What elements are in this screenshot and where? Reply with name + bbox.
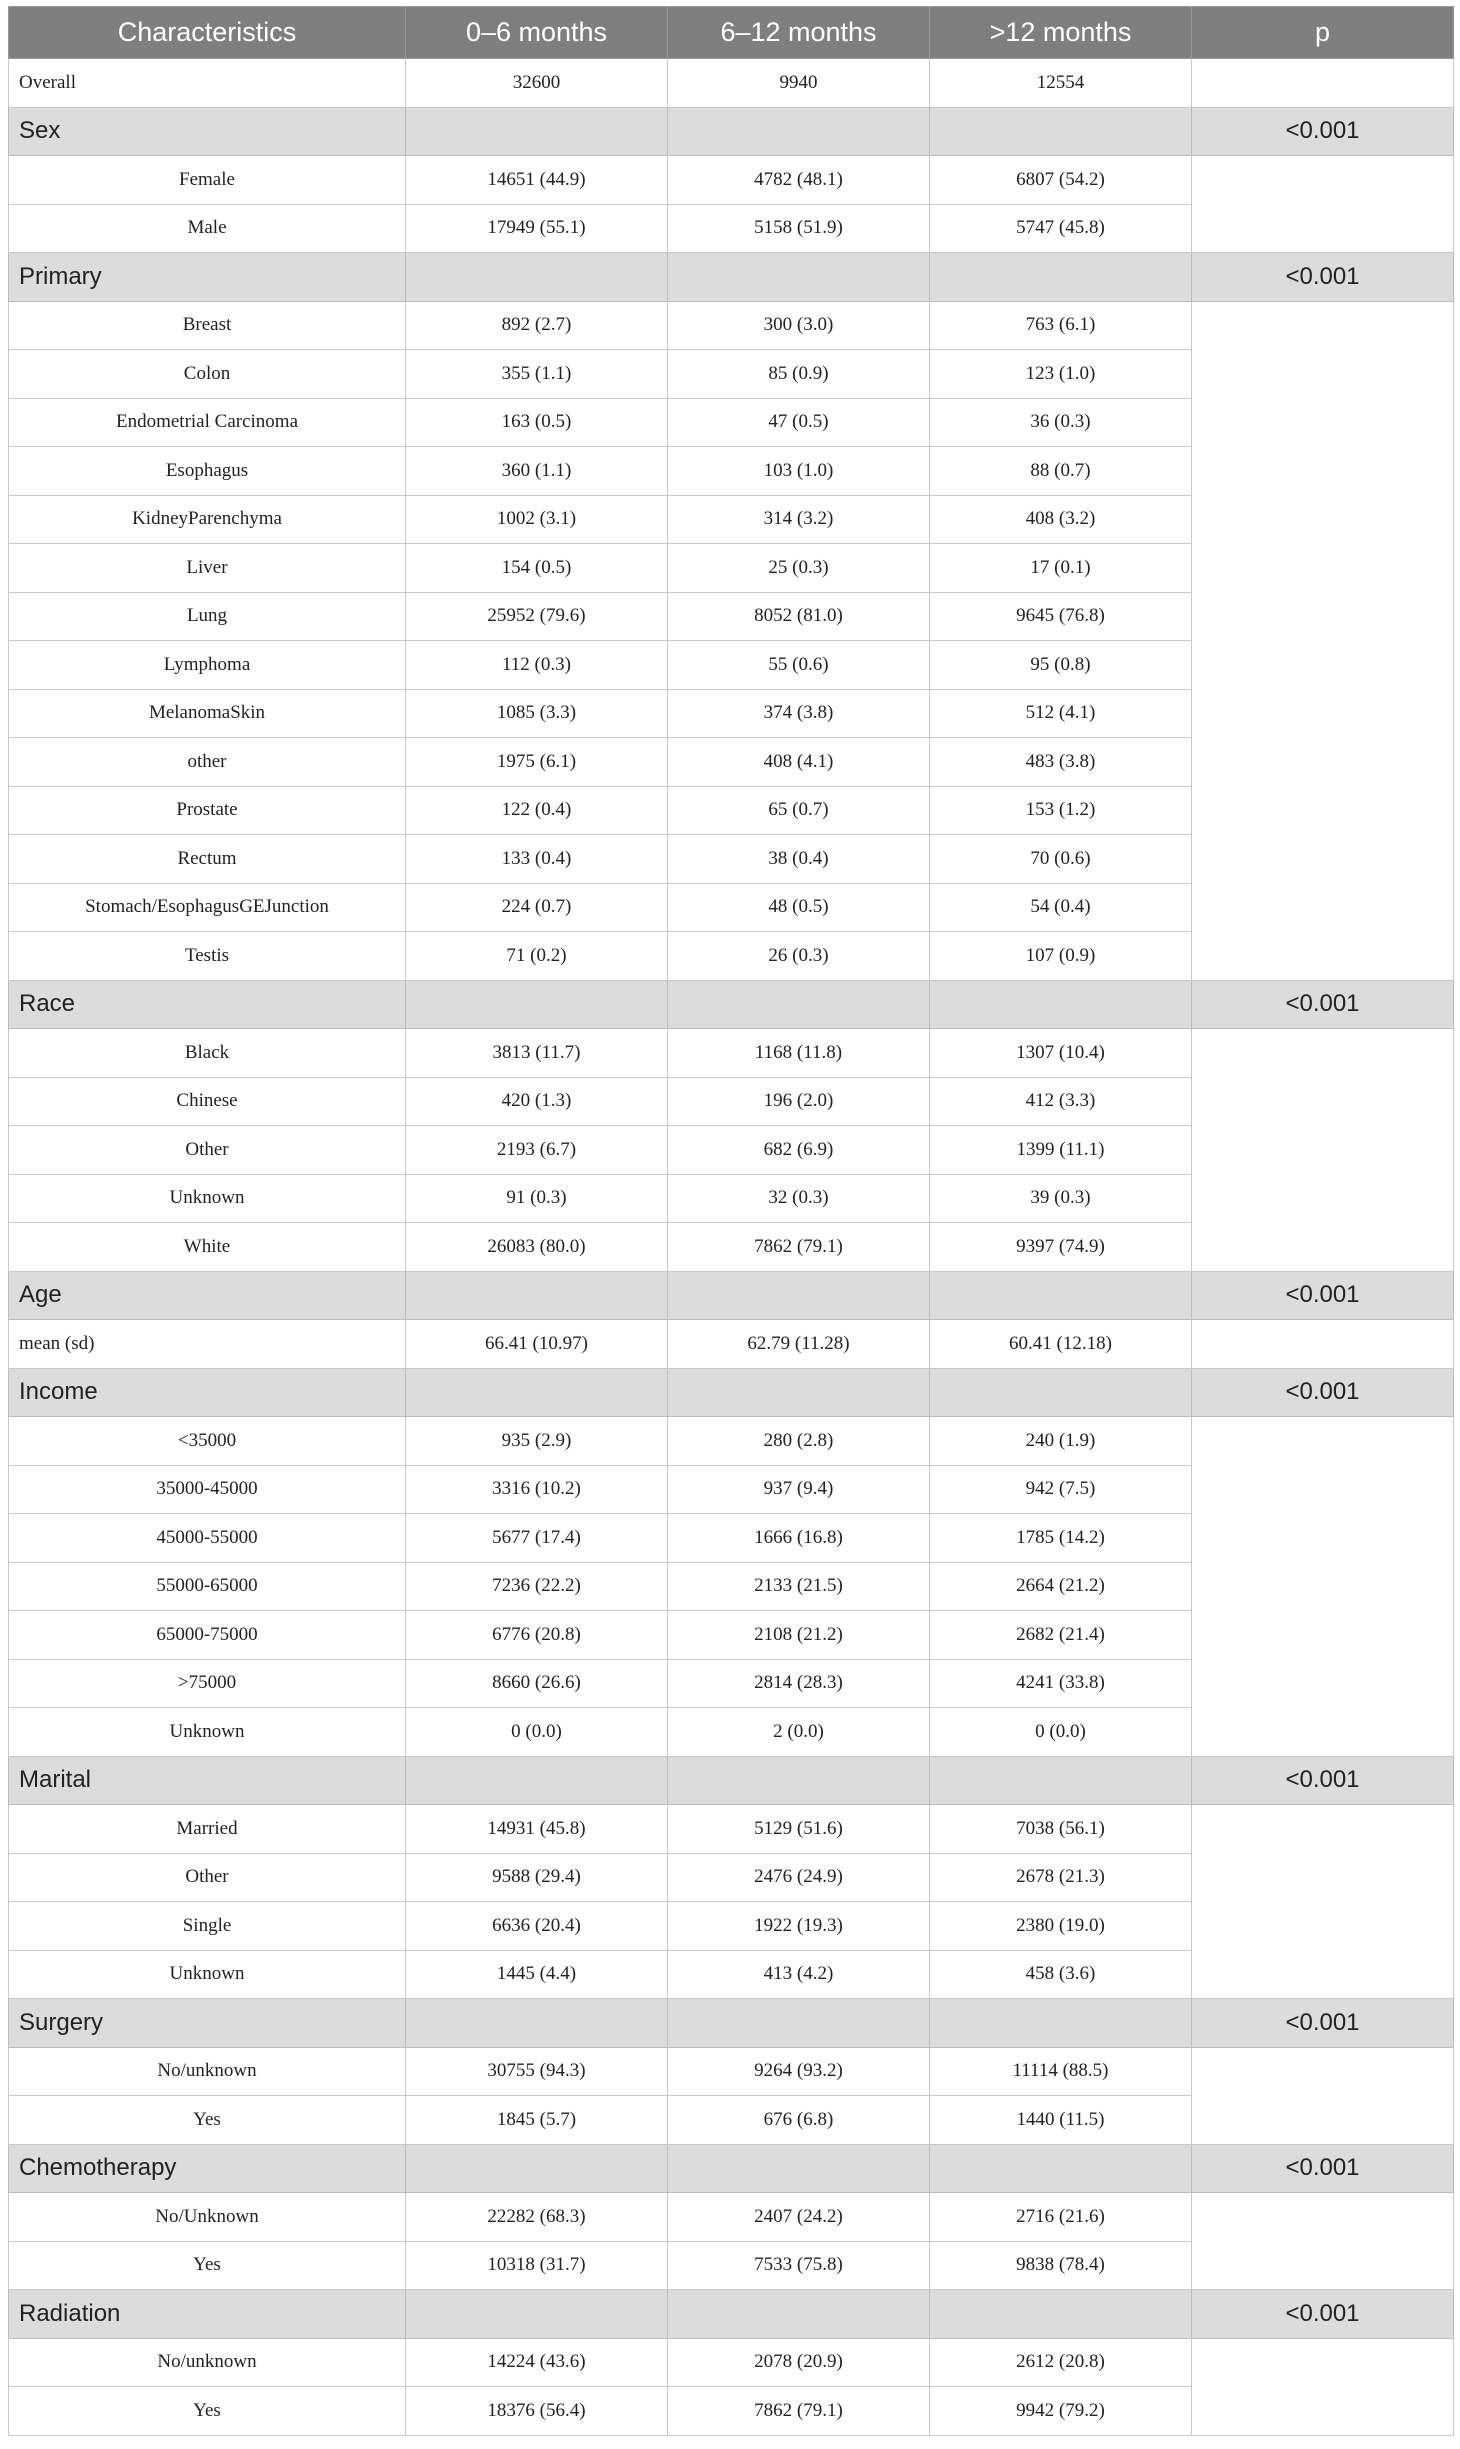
row-value: 0 (0.0) [406,1708,668,1757]
row-label: Esophagus [9,447,406,496]
row-value: 8052 (81.0) [668,592,930,641]
row-value: 7862 (79.1) [668,1223,930,1272]
row-value: 413 (4.2) [668,1950,930,1999]
row-label: Lymphoma [9,641,406,690]
group-p-value: <0.001 [1192,2290,1454,2339]
row-value: 2716 (21.6) [930,2193,1192,2242]
row-label: >75000 [9,1659,406,1708]
group-empty-cell [668,1271,930,1320]
group-empty-cell [406,980,668,1029]
row-value: 9942 (79.2) [930,2387,1192,2436]
row-value: 66.41 (10.97) [406,1320,668,1369]
table-row [9,2338,1454,2387]
row-value: 9838 (78.4) [930,2241,1192,2290]
row-p-empty [1192,2338,1454,2435]
row-label: 45000-55000 [9,1514,406,1563]
row-label: mean (sd) [9,1320,406,1369]
row-label: Female [9,156,406,205]
row-value: 1399 (11.1) [930,1126,1192,1175]
row-value: 6807 (54.2) [930,156,1192,205]
row-label: No/Unknown [9,2193,406,2242]
row-value: 512 (4.1) [930,689,1192,738]
row-label: Unknown [9,1950,406,1999]
row-value: 55 (0.6) [668,641,930,690]
row-value: 355 (1.1) [406,350,668,399]
row-label: Unknown [9,1708,406,1757]
group-empty-cell [406,1756,668,1805]
row-value: 2612 (20.8) [930,2338,1192,2387]
row-value: 9264 (93.2) [668,2047,930,2096]
row-value: 6776 (20.8) [406,1611,668,1660]
row-value: 103 (1.0) [668,447,930,496]
row-value: 8660 (26.6) [406,1659,668,1708]
overall-value: 32600 [406,59,668,108]
row-value: 2380 (19.0) [930,1902,1192,1951]
group-empty-cell [930,2290,1192,2339]
row-label: White [9,1223,406,1272]
group-name: Radiation [9,2290,406,2339]
row-p-empty [1192,2047,1454,2144]
row-value: 2133 (21.5) [668,1562,930,1611]
row-value: 360 (1.1) [406,447,668,496]
row-value: 935 (2.9) [406,1417,668,1466]
row-value: 14224 (43.6) [406,2338,668,2387]
group-p-value: <0.001 [1192,980,1454,1029]
row-value: 374 (3.8) [668,689,930,738]
row-value: 25952 (79.6) [406,592,668,641]
table-row [9,1029,1454,1078]
row-value: 1666 (16.8) [668,1514,930,1563]
overall-value: 12554 [930,59,1192,108]
row-value: 942 (7.5) [930,1465,1192,1514]
row-value: 11114 (88.5) [930,2047,1192,2096]
group-empty-cell [668,980,930,1029]
group-row [9,980,1454,1029]
table-row [9,2193,1454,2242]
row-value: 5677 (17.4) [406,1514,668,1563]
row-label: No/unknown [9,2047,406,2096]
row-value: 2078 (20.9) [668,2338,930,2387]
characteristics-table [8,6,1454,2436]
group-empty-cell [668,253,930,302]
header-0-6-months: 0–6 months [406,7,668,59]
row-label: Liver [9,544,406,593]
row-value: 9588 (29.4) [406,1853,668,1902]
table-row [9,156,1454,205]
row-value: 154 (0.5) [406,544,668,593]
row-value: 2193 (6.7) [406,1126,668,1175]
row-value: 7038 (56.1) [930,1805,1192,1854]
row-value: 1307 (10.4) [930,1029,1192,1078]
row-label: Single [9,1902,406,1951]
overall-value: 9940 [668,59,930,108]
row-label: MelanomaSkin [9,689,406,738]
group-row [9,1999,1454,2048]
row-value: 47 (0.5) [668,398,930,447]
row-label: Endometrial Carcinoma [9,398,406,447]
row-value: 408 (3.2) [930,495,1192,544]
header-6-12-months: 6–12 months [668,7,930,59]
row-value: 107 (0.9) [930,932,1192,981]
row-value: 5747 (45.8) [930,204,1192,253]
overall-row [9,59,1454,108]
row-value: 1445 (4.4) [406,1950,668,1999]
group-name: Sex [9,107,406,156]
group-p-value: <0.001 [1192,1999,1454,2048]
row-value: 17949 (55.1) [406,204,668,253]
row-value: 2407 (24.2) [668,2193,930,2242]
row-value: 48 (0.5) [668,883,930,932]
group-empty-cell [668,2144,930,2193]
row-value: 9645 (76.8) [930,592,1192,641]
group-row [9,107,1454,156]
group-row [9,1271,1454,1320]
row-p-empty [1192,301,1454,980]
row-label: 65000-75000 [9,1611,406,1660]
group-empty-cell [668,1756,930,1805]
row-label: Other [9,1126,406,1175]
row-label: Colon [9,350,406,399]
group-empty-cell [930,1999,1192,2048]
group-name: Marital [9,1756,406,1805]
row-p-empty [1192,1320,1454,1369]
row-value: 1845 (5.7) [406,2096,668,2145]
row-value: 62.79 (11.28) [668,1320,930,1369]
row-value: 2682 (21.4) [930,1611,1192,1660]
row-value: 937 (9.4) [668,1465,930,1514]
row-value: 38 (0.4) [668,835,930,884]
row-value: 224 (0.7) [406,883,668,932]
group-name: Primary [9,253,406,302]
row-value: 26 (0.3) [668,932,930,981]
row-value: 14651 (44.9) [406,156,668,205]
row-value: 763 (6.1) [930,301,1192,350]
group-name: Age [9,1271,406,1320]
group-name: Race [9,980,406,1029]
row-value: 133 (0.4) [406,835,668,884]
row-label: Prostate [9,786,406,835]
row-value: 85 (0.9) [668,350,930,399]
row-value: 0 (0.0) [930,1708,1192,1757]
group-name: Income [9,1368,406,1417]
row-value: 39 (0.3) [930,1174,1192,1223]
row-value: 676 (6.8) [668,2096,930,2145]
header-row [9,7,1454,59]
header-over-12-months: >12 months [930,7,1192,59]
row-label: 35000-45000 [9,1465,406,1514]
row-label: Black [9,1029,406,1078]
row-value: 2108 (21.2) [668,1611,930,1660]
row-value: 4782 (48.1) [668,156,930,205]
row-p-empty [1192,1029,1454,1272]
table-body [9,59,1454,2436]
row-value: 3813 (11.7) [406,1029,668,1078]
row-value: 408 (4.1) [668,738,930,787]
row-value: 22282 (68.3) [406,2193,668,2242]
row-value: 314 (3.2) [668,495,930,544]
group-row [9,2144,1454,2193]
row-value: 5158 (51.9) [668,204,930,253]
group-empty-cell [406,2290,668,2339]
header-p: p [1192,7,1454,59]
group-empty-cell [930,1271,1192,1320]
row-value: 2678 (21.3) [930,1853,1192,1902]
row-value: 32 (0.3) [668,1174,930,1223]
row-value: 682 (6.9) [668,1126,930,1175]
row-value: 7862 (79.1) [668,2387,930,2436]
row-p-empty [1192,1417,1454,1757]
row-value: 112 (0.3) [406,641,668,690]
row-value: 18376 (56.4) [406,2387,668,2436]
table-row [9,1805,1454,1854]
row-label: No/unknown [9,2338,406,2387]
group-p-value: <0.001 [1192,1756,1454,1805]
group-row [9,253,1454,302]
header-characteristics: Characteristics [9,7,406,59]
row-p-empty [1192,2193,1454,2290]
row-value: 1002 (3.1) [406,495,668,544]
row-p-empty [1192,1805,1454,1999]
group-p-value: <0.001 [1192,2144,1454,2193]
group-p-value: <0.001 [1192,253,1454,302]
group-empty-cell [406,1271,668,1320]
row-value: 25 (0.3) [668,544,930,593]
row-value: 153 (1.2) [930,786,1192,835]
row-value: 196 (2.0) [668,1077,930,1126]
row-value: 1168 (11.8) [668,1029,930,1078]
row-value: 36 (0.3) [930,398,1192,447]
row-p-empty [1192,156,1454,253]
row-label: Stomach/EsophagusGEJunction [9,883,406,932]
row-value: 7533 (75.8) [668,2241,930,2290]
overall-p-empty [1192,59,1454,108]
row-label: Testis [9,932,406,981]
group-row [9,2290,1454,2339]
row-value: 1975 (6.1) [406,738,668,787]
row-value: 26083 (80.0) [406,1223,668,1272]
row-value: 2814 (28.3) [668,1659,930,1708]
row-label: KidneyParenchyma [9,495,406,544]
row-value: 2 (0.0) [668,1708,930,1757]
table-row [9,301,1454,350]
row-value: 483 (3.8) [930,738,1192,787]
row-value: 30755 (94.3) [406,2047,668,2096]
table-row [9,2047,1454,2096]
row-label: Married [9,1805,406,1854]
row-label: Male [9,204,406,253]
row-value: 7236 (22.2) [406,1562,668,1611]
row-value: 280 (2.8) [668,1417,930,1466]
group-empty-cell [668,1999,930,2048]
row-label: 55000-65000 [9,1562,406,1611]
row-value: 95 (0.8) [930,641,1192,690]
row-value: 412 (3.3) [930,1077,1192,1126]
group-row [9,1368,1454,1417]
group-empty-cell [406,1368,668,1417]
group-empty-cell [668,107,930,156]
table-row [9,1320,1454,1369]
row-label: Yes [9,2387,406,2436]
row-label: <35000 [9,1417,406,1466]
table-row [9,1417,1454,1466]
group-empty-cell [668,1368,930,1417]
row-value: 60.41 (12.18) [930,1320,1192,1369]
row-value: 1440 (11.5) [930,2096,1192,2145]
row-value: 1785 (14.2) [930,1514,1192,1563]
row-value: 163 (0.5) [406,398,668,447]
group-name: Surgery [9,1999,406,2048]
row-value: 71 (0.2) [406,932,668,981]
row-value: 458 (3.6) [930,1950,1192,1999]
group-empty-cell [406,2144,668,2193]
row-value: 5129 (51.6) [668,1805,930,1854]
group-empty-cell [930,253,1192,302]
row-value: 54 (0.4) [930,883,1192,932]
row-value: 300 (3.0) [668,301,930,350]
group-empty-cell [930,107,1192,156]
row-value: 65 (0.7) [668,786,930,835]
row-value: 240 (1.9) [930,1417,1192,1466]
group-empty-cell [406,1999,668,2048]
group-empty-cell [668,2290,930,2339]
row-value: 420 (1.3) [406,1077,668,1126]
group-p-value: <0.001 [1192,1368,1454,1417]
row-label: Lung [9,592,406,641]
row-label: Unknown [9,1174,406,1223]
row-value: 123 (1.0) [930,350,1192,399]
row-value: 122 (0.4) [406,786,668,835]
row-value: 17 (0.1) [930,544,1192,593]
row-value: 9397 (74.9) [930,1223,1192,1272]
group-empty-cell [406,107,668,156]
row-label: Yes [9,2241,406,2290]
row-value: 2664 (21.2) [930,1562,1192,1611]
row-label: Other [9,1853,406,1902]
group-row [9,1756,1454,1805]
row-value: 91 (0.3) [406,1174,668,1223]
group-name: Chemotherapy [9,2144,406,2193]
group-empty-cell [930,980,1192,1029]
row-value: 70 (0.6) [930,835,1192,884]
row-value: 2476 (24.9) [668,1853,930,1902]
row-value: 4241 (33.8) [930,1659,1192,1708]
row-label: Yes [9,2096,406,2145]
row-label: Rectum [9,835,406,884]
row-value: 892 (2.7) [406,301,668,350]
group-empty-cell [930,2144,1192,2193]
row-value: 6636 (20.4) [406,1902,668,1951]
row-label: other [9,738,406,787]
row-label: Breast [9,301,406,350]
group-p-value: <0.001 [1192,1271,1454,1320]
group-empty-cell [930,1756,1192,1805]
row-value: 10318 (31.7) [406,2241,668,2290]
overall-label: Overall [9,59,406,108]
row-value: 1085 (3.3) [406,689,668,738]
group-p-value: <0.001 [1192,107,1454,156]
row-label: Chinese [9,1077,406,1126]
row-value: 1922 (19.3) [668,1902,930,1951]
group-empty-cell [930,1368,1192,1417]
row-value: 3316 (10.2) [406,1465,668,1514]
group-empty-cell [406,253,668,302]
row-value: 88 (0.7) [930,447,1192,496]
row-value: 14931 (45.8) [406,1805,668,1854]
